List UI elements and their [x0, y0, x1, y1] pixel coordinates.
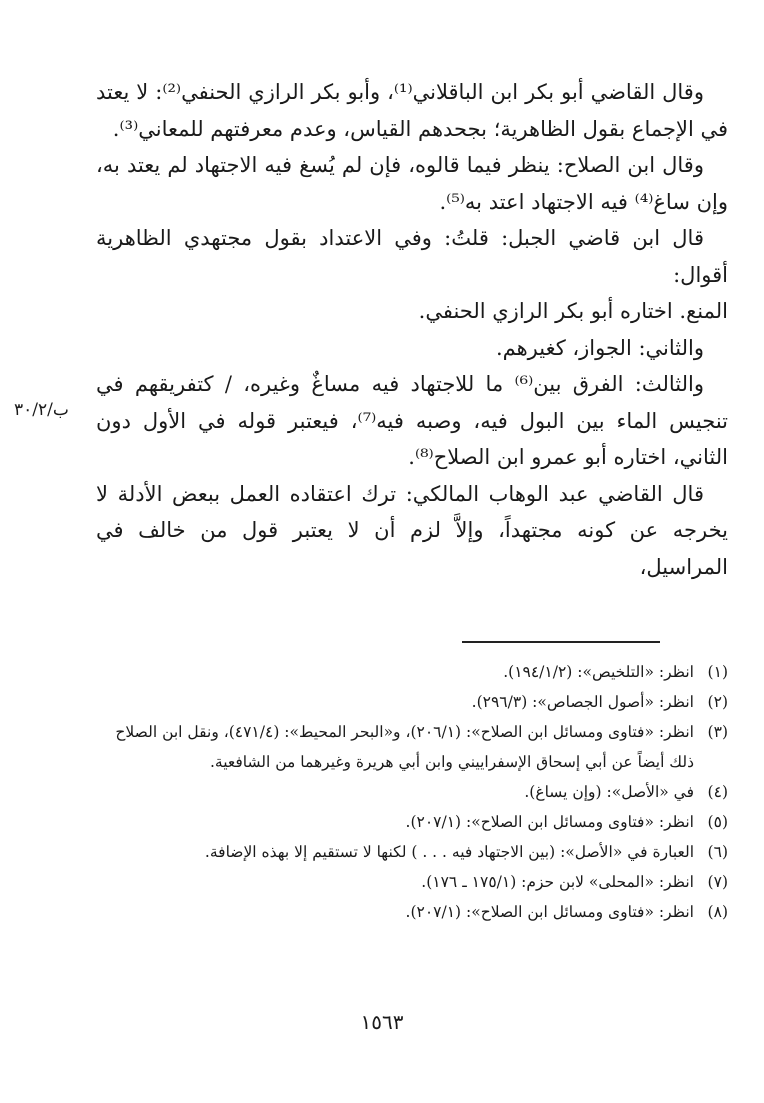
paragraph-baqillani: وقال القاضي أبو بكر ابن الباقلاني⁽¹⁾، وأبو بكر الرازي الحنفي⁽²⁾: لا يعتد في الإجماع بقول الظاهرية؛ بجحدهم القياس، وعدم معرفتهم للمعاني⁽³⁾.	[96, 80, 728, 141]
footnote-item	[96, 807, 728, 837]
paragraph-first-opinion: المنع. اختاره أبو بكر الرازي الحنفي.	[418, 299, 728, 323]
footnote-text: العبارة في «الأصل»: (بين الاجتهاد فيه . . . ) لكنها لا تستقيم إلا بهذه الإضافة.	[204, 843, 694, 861]
footnote-text: انظر: «فتاوى ومسائل ابن الصلاح»: (٢٠٦/١)، و«البحر المحيط»: (٤٧١/٤)، ونقل ابن الصلاح ذلك أيضاً عن أبي إسحاق الإسفراييني وابن أبي هريرة وغيرهما من الشافعية.	[115, 723, 694, 771]
footnote-separator	[462, 641, 660, 643]
footnote-text: انظر: «فتاوى ومسائل ابن الصلاح»: (٢٠٧/١).	[405, 903, 694, 921]
footnote-number: (٦)	[707, 843, 728, 861]
footnote-number: (٣)	[707, 723, 728, 741]
footnote-text: انظر: «التلخيص»: (١٩٤/١/٢).	[503, 663, 694, 681]
footnote-item	[96, 777, 728, 807]
manuscript-folio-note: ب/٣٠/٢	[14, 400, 69, 420]
footnote-number: (٢)	[707, 693, 728, 711]
footnote-item	[96, 687, 728, 717]
footnote-text: انظر: «فتاوى ومسائل ابن الصلاح»: (٢٠٧/١).	[405, 813, 694, 831]
footnote-text: في «الأصل»: (وإن يساغ).	[524, 783, 694, 801]
footnote-number: (١)	[707, 663, 728, 681]
paragraph-abd-al-wahhab: قال القاضي عبد الوهاب المالكي: ترك اعتقاده العمل ببعض الأدلة لا يخرجه عن كونه مجتهداً، وإلاَّ لزم أن لا يعتبر قول من خالف في المراسيل،	[96, 481, 728, 579]
paragraph-ibn-qadi-jabal: قال ابن قاضي الجبل: قلتُ: وفي الاعتداد بقول مجتهدي الظاهرية أقوال:	[96, 226, 728, 287]
footnote-text: انظر: «أصول الجصاص»: (٢٩٦/٣).	[471, 693, 694, 711]
main-text	[96, 74, 728, 585]
footnote-item	[96, 897, 728, 927]
footnote-item	[96, 867, 728, 897]
page-number: ١٥٦٣	[360, 1010, 404, 1034]
footnote-number: (٤)	[707, 783, 728, 801]
paragraph-third-opinion: والثالث: الفرق بين⁽⁶⁾ ما للاجتهاد فيه مساغٌ وغيره، / كتفريقهم في تنجيس الماء بين البول فيه، وصبه فيه⁽⁷⁾، فيعتبر قوله في الأول دون الثاني، اختاره أبو عمرو ابن الصلاح⁽⁸⁾.	[96, 372, 728, 469]
footnote-item	[96, 837, 728, 867]
footnote-item	[96, 717, 728, 777]
paragraph-ibn-salah: وقال ابن الصلاح: ينظر فيما قالوه، فإن لم يُسغ فيه الاجتهاد لم يعتد به، وإن ساغ⁽⁴⁾ فيه الاجتهاد اعتد به⁽⁵⁾.	[96, 153, 728, 214]
footnote-number: (٧)	[707, 873, 728, 891]
paragraph-second-opinion: والثاني: الجواز، كغيرهم.	[495, 335, 704, 360]
footnote-item	[96, 657, 728, 687]
footnotes	[96, 657, 728, 927]
footnote-number: (٥)	[707, 813, 728, 831]
footnote-number: (٨)	[707, 903, 728, 921]
footnote-text: انظر: «المحلى» لابن حزم: (١٧٥/١ ـ ١٧٦).	[421, 873, 694, 891]
